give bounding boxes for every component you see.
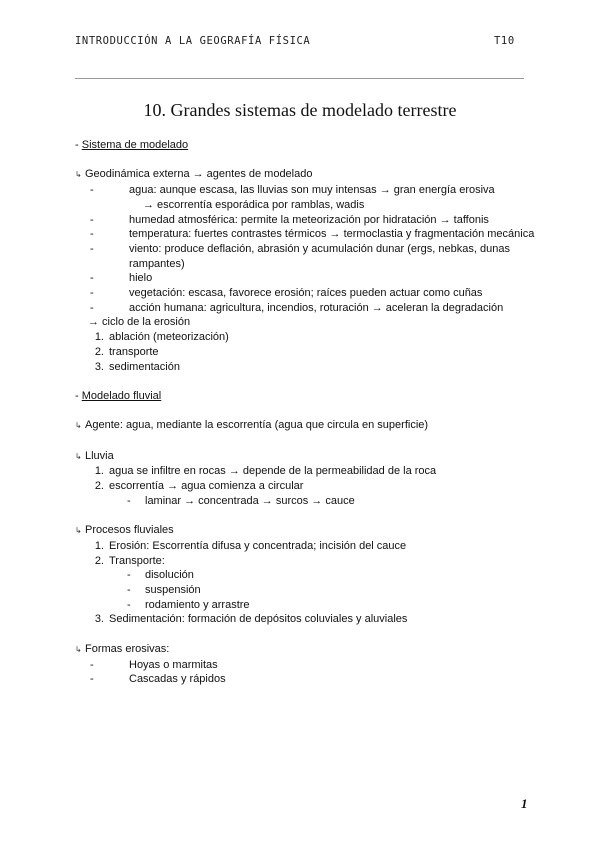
dash-marker: -: [90, 301, 94, 314]
sub-list-item: [75, 494, 535, 509]
numbered-item-text: Erosión: Escorrentía difusa y concentrada; incisión del cauce: [109, 539, 407, 552]
dash-marker: -: [127, 494, 131, 507]
hook-arrow-icon: ↳: [75, 451, 82, 461]
list-item: [75, 286, 535, 301]
list-item-text: hielo: [129, 272, 153, 285]
running-header-topic: T10: [494, 35, 515, 47]
page-number: 1: [521, 796, 528, 811]
list-item: [75, 227, 535, 242]
hook-arrow-icon: ↳: [75, 644, 82, 654]
numbered-item: [75, 330, 535, 345]
numbered-item-text: ablación (meteorización): [109, 331, 229, 344]
list-item-continuation: [75, 198, 535, 213]
dash-marker: -: [90, 242, 94, 255]
subheading-text: Lluvia: [85, 449, 114, 462]
ciclo-text: → ciclo de la erosión: [88, 316, 191, 329]
section-heading-sistema: [75, 138, 535, 153]
dash-marker: -: [127, 584, 131, 597]
document-body: [75, 138, 535, 687]
number-marker: 1.: [94, 331, 104, 344]
hook-arrow-icon: ↳: [75, 170, 82, 180]
section-heading-fluvial: [75, 389, 535, 404]
list-item-text: → escorrentía esporádica por ramblas, wadis: [143, 198, 365, 211]
sub-list-item: [75, 583, 535, 598]
dash-marker: -: [90, 287, 94, 300]
spacer: [75, 374, 535, 389]
number-marker: 2.: [94, 554, 104, 567]
dash-marker: -: [127, 598, 131, 611]
subheading-text: Agente: agua, mediante la escorrentía (agua que circula en superficie): [85, 419, 429, 432]
numbered-item: [75, 479, 535, 494]
number-marker: 2.: [94, 480, 104, 493]
numbered-item-text: agua se infiltre en rocas → depende de la permeabilidad de la roca: [109, 465, 437, 478]
spacer: [75, 509, 535, 524]
section-title: Modelado fluvial: [81, 389, 162, 402]
sub-list-item-text: laminar → concentrada → surcos → cauce: [145, 494, 355, 507]
list-item-text: viento: produce deflación, abrasión y acumulación dunar (ergs, nebkas, dunas: [129, 242, 510, 255]
list-item: [75, 213, 535, 228]
list-item: [75, 242, 535, 257]
list-item-text: agua: aunque escasa, las lluvias son muy intensas → gran energía erosiva: [129, 184, 495, 197]
list-item: [75, 672, 535, 687]
list-item: [75, 658, 535, 673]
subheading-text: Geodinámica externa → agentes de modelado: [85, 168, 313, 181]
list-item: [75, 183, 535, 198]
number-marker: 3.: [94, 613, 104, 626]
number-marker: 3.: [94, 360, 104, 373]
subheading-formas: [75, 642, 535, 658]
subheading-geodinamica: [75, 167, 535, 183]
list-item-text: Cascadas y rápidos: [129, 673, 226, 686]
numbered-item-text: transporte: [109, 345, 159, 358]
hook-arrow-icon: ↳: [75, 421, 82, 431]
running-header-title: INTRODUCCIÓN A LA GEOGRAFÍA FÍSICA: [75, 35, 311, 47]
section-title: Sistema de modelado: [81, 139, 189, 151]
dash-marker: -: [90, 272, 94, 285]
numbered-item: [75, 554, 535, 569]
dash-marker: -: [90, 658, 94, 671]
list-item: [75, 271, 535, 286]
subheading-text: Procesos fluviales: [85, 524, 174, 537]
dash-marker: -: [127, 569, 131, 582]
sub-list-item: [75, 568, 535, 583]
header-rule: [75, 78, 524, 79]
section-dash: -: [75, 389, 82, 402]
subheading-text: Formas erosivas:: [85, 642, 170, 655]
list-item-text: rampantes): [129, 257, 185, 270]
sub-list-item-text: suspensión: [145, 584, 201, 597]
dash-marker: -: [90, 213, 94, 226]
spacer: [75, 434, 535, 449]
numbered-item-text: Sedimentación: formación de depósitos coluviales y aluviales: [109, 613, 408, 626]
spacer: [75, 627, 535, 642]
numbered-item-text: sedimentación: [109, 360, 180, 373]
ciclo-heading: [75, 315, 535, 330]
numbered-item: [75, 345, 535, 360]
hook-arrow-icon: ↳: [75, 526, 82, 536]
sub-list-item: [75, 598, 535, 613]
number-marker: 2.: [94, 345, 104, 358]
number-marker: 1.: [94, 465, 104, 478]
subheading-lluvia: [75, 449, 535, 465]
number-marker: 1.: [94, 539, 104, 552]
list-item-text: acción humana: agricultura, incendios, roturación → aceleran la degradación: [129, 301, 504, 314]
numbered-item-text: Transporte:: [109, 554, 165, 567]
numbered-item: [75, 464, 535, 479]
list-item-text: vegetación: escasa, favorece erosión; raíces pueden actuar como cuñas: [129, 287, 483, 300]
numbered-item-text: escorrentía → agua comienza a circular: [109, 480, 304, 493]
page-title: 10. Grandes sistemas de modelado terrestre: [143, 100, 457, 120]
list-item-text: Hoyas o marmitas: [129, 658, 218, 671]
subheading-procesos: [75, 523, 535, 539]
dash-marker: -: [90, 184, 94, 197]
section-dash: -: [75, 139, 82, 151]
sub-list-item-text: rodamiento y arrastre: [145, 598, 250, 611]
dash-marker: -: [90, 673, 94, 686]
numbered-item: [75, 612, 535, 627]
subheading-agente: [75, 418, 535, 434]
numbered-item: [75, 360, 535, 375]
dash-marker: -: [90, 228, 94, 241]
list-item: [75, 301, 535, 316]
sub-list-item-text: disolución: [145, 569, 194, 582]
list-item-text: temperatura: fuertes contrastes térmicos → termoclastia y fragmentación mecánica: [129, 228, 535, 241]
list-item-continuation: [75, 257, 535, 272]
numbered-item: [75, 539, 535, 554]
list-item-text: humedad atmosférica: permite la meteorización por hidratación → taffonis: [129, 213, 489, 226]
